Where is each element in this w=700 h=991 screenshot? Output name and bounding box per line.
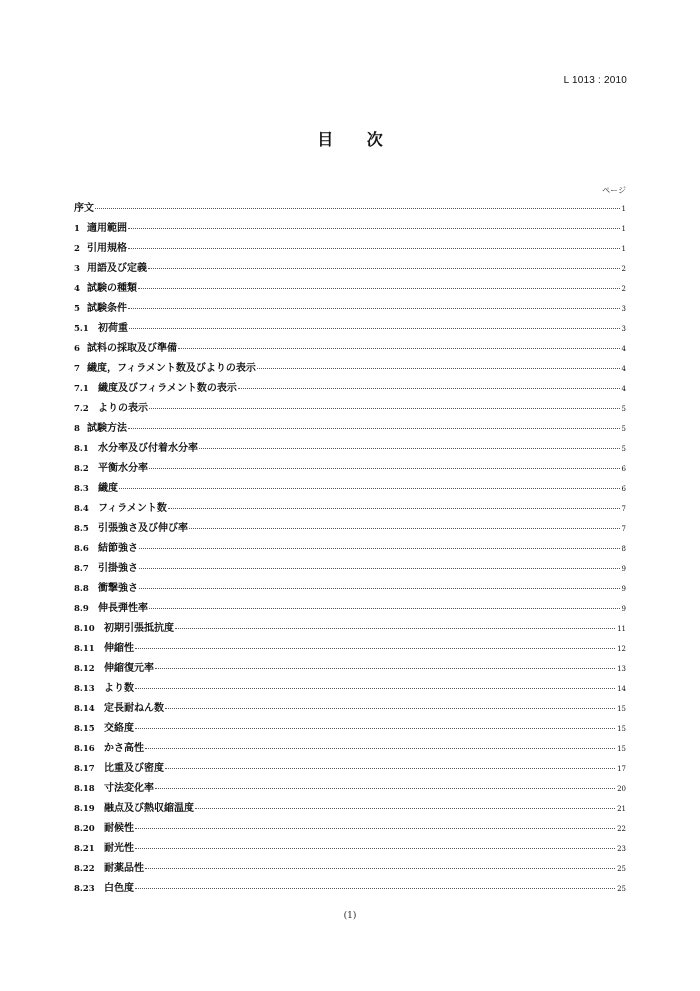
dot-leader	[238, 388, 620, 389]
toc-entry-number: 5.1	[74, 324, 89, 334]
toc-entry-number: 8.9	[74, 604, 89, 614]
dot-leader	[128, 228, 620, 229]
toc-entry-number: 8.7	[74, 564, 89, 574]
toc-entry-title: 用語及び定義	[87, 263, 147, 274]
document-id: L 1013 : 2010	[563, 75, 627, 86]
dot-leader	[168, 508, 620, 509]
toc-entry[interactable]	[74, 679, 626, 699]
toc-entry-page: 25	[617, 865, 626, 873]
toc-entry[interactable]	[74, 599, 626, 619]
toc-entry-title: 耐候性	[104, 823, 134, 834]
toc-entry-number: 8.15	[74, 724, 95, 734]
toc-entry-page: 4	[621, 365, 626, 373]
toc-entry-title: 試験条件	[87, 303, 127, 314]
toc-entry-number: 3	[74, 264, 80, 274]
toc-entry[interactable]	[74, 299, 626, 319]
toc-entry-page: 7	[621, 525, 626, 533]
dot-leader	[149, 408, 620, 409]
toc-entry[interactable]	[74, 499, 626, 519]
page-folio: (1)	[343, 911, 357, 921]
toc-entry-page: 15	[617, 725, 626, 733]
toc-entry[interactable]	[74, 379, 626, 399]
toc-entry-title: 伸縮復元率	[104, 663, 154, 674]
toc-entry-title: よりの表示	[98, 403, 148, 414]
toc-entry-page: 3	[621, 325, 626, 333]
toc-entry[interactable]	[74, 819, 626, 839]
toc-entry[interactable]	[74, 439, 626, 459]
toc-entry[interactable]	[74, 779, 626, 799]
toc-entry-page: 17	[617, 765, 626, 773]
toc-entry[interactable]	[74, 259, 626, 279]
toc-entry-number: 8.12	[74, 664, 95, 674]
toc-entry-number: 6	[74, 344, 80, 354]
toc-entry-title: 引張強さ及び伸び率	[98, 523, 188, 534]
toc-entry-title: かさ高性	[104, 743, 144, 754]
toc-entry-title: 耐光性	[104, 843, 134, 854]
toc-entry[interactable]	[74, 699, 626, 719]
toc-entry-number: 7.2	[74, 404, 89, 414]
toc-entry-title: 引掛強さ	[98, 563, 138, 574]
toc-entry[interactable]	[74, 279, 626, 299]
toc-entry-number: 8.14	[74, 704, 95, 714]
toc-entry-page: 1	[621, 225, 626, 233]
toc-entry-page: 5	[621, 405, 626, 413]
dot-leader	[135, 728, 615, 729]
toc-entry-page: 15	[617, 745, 626, 753]
toc-entry-title: 試験の種類	[87, 283, 137, 294]
toc-entry-page: 5	[621, 425, 626, 433]
dot-leader	[135, 848, 615, 849]
toc-entry-title: 初期引張抵抗度	[104, 623, 174, 634]
toc-entry[interactable]	[74, 219, 626, 239]
dot-leader	[145, 868, 615, 869]
toc-entry-number: 8.16	[74, 744, 95, 754]
dot-leader	[155, 668, 615, 669]
toc-entry-title: 試験方法	[87, 423, 127, 434]
toc-entry[interactable]	[74, 539, 626, 559]
toc-entry-title: 耐薬品性	[104, 863, 144, 874]
toc-entry[interactable]	[74, 619, 626, 639]
toc-entry-page: 12	[617, 645, 626, 653]
dot-leader	[139, 568, 620, 569]
dot-leader	[178, 348, 620, 349]
toc-entry-number: 2	[74, 244, 80, 254]
toc-entry-number: 8.20	[74, 824, 95, 834]
toc-entry-page: 22	[617, 825, 626, 833]
dot-leader	[138, 288, 620, 289]
toc-entry-number: 8.8	[74, 584, 89, 594]
toc-entry[interactable]	[74, 399, 626, 419]
toc-entry-page: 23	[617, 845, 626, 853]
toc-entry-page: 8	[621, 545, 626, 553]
toc-entry-number: 8.11	[74, 644, 95, 654]
toc-entry-page: 13	[617, 665, 626, 673]
dot-leader	[149, 608, 620, 609]
toc-entry-number: 8.13	[74, 684, 95, 694]
toc-entry-page: 9	[621, 565, 626, 573]
toc-entry-page: 2	[621, 265, 626, 273]
toc-entry[interactable]	[74, 339, 626, 359]
toc-entry[interactable]	[74, 859, 626, 879]
toc-entry[interactable]	[74, 739, 626, 759]
dot-leader	[175, 628, 615, 629]
toc-entry-title: 寸法変化率	[104, 783, 154, 794]
toc-entry[interactable]	[74, 239, 626, 259]
dot-leader	[129, 328, 620, 329]
dot-leader	[139, 588, 620, 589]
dot-leader	[135, 648, 615, 649]
dot-leader	[135, 888, 615, 889]
dot-leader	[199, 448, 620, 449]
toc-entry-number: 8.18	[74, 784, 95, 794]
toc-entry-title: 繊度，フィラメント数及びよりの表示	[87, 363, 256, 374]
toc-entry-title: 融点及び熱収縮温度	[104, 803, 194, 814]
toc-entry-title: 適用範囲	[87, 223, 127, 234]
toc-entry-title: 繊度及びフィラメント数の表示	[98, 383, 237, 394]
toc-entry[interactable]	[74, 579, 626, 599]
toc-entry[interactable]	[74, 479, 626, 499]
toc-entry-title: 結節強さ	[98, 543, 138, 554]
dot-leader	[128, 428, 620, 429]
toc-entry-number: 8.1	[74, 444, 89, 454]
toc-entry-page: 1	[621, 205, 626, 213]
dot-leader	[195, 808, 615, 809]
toc-entry[interactable]	[74, 879, 626, 899]
toc-entry-page: 3	[621, 305, 626, 313]
toc-entry[interactable]	[74, 839, 626, 859]
toc-entry-page: 21	[617, 805, 626, 813]
toc-entry-number: 8.22	[74, 864, 95, 874]
dot-leader	[165, 708, 615, 709]
toc-entry-number: 8.6	[74, 544, 89, 554]
dot-leader	[257, 368, 620, 369]
page-column-label: ページ	[602, 186, 626, 195]
toc-entry-number: 8.4	[74, 504, 89, 514]
dot-leader	[119, 488, 620, 489]
dot-leader	[95, 208, 620, 209]
dot-leader	[128, 308, 620, 309]
toc-entry[interactable]	[74, 799, 626, 819]
dot-leader	[139, 548, 620, 549]
toc-entry-title: 伸長弾性率	[98, 603, 148, 614]
dot-leader	[189, 528, 620, 529]
toc-entry[interactable]	[74, 199, 626, 219]
toc-entry-page: 9	[621, 605, 626, 613]
toc-entry-number: 7.1	[74, 384, 89, 394]
toc-entry[interactable]	[74, 319, 626, 339]
toc-entry-title: 平衡水分率	[98, 463, 148, 474]
toc-entry-title: 比重及び密度	[104, 763, 164, 774]
toc-entry-number: 8	[74, 424, 80, 434]
toc-entry-title: 交絡度	[104, 723, 134, 734]
toc-entry-number: 8.2	[74, 464, 89, 474]
toc-entry-title: 引用規格	[87, 243, 127, 254]
toc-entry-page: 2	[621, 285, 626, 293]
toc-entry-title: 伸縮性	[104, 643, 134, 654]
toc-entry-number: 4	[74, 284, 80, 294]
dot-leader	[135, 688, 615, 689]
toc-entry-title: 衝撃強さ	[98, 583, 138, 594]
toc-entry-page: 6	[621, 465, 626, 473]
toc-entry-number: 8.17	[74, 764, 95, 774]
table-of-contents	[74, 199, 626, 899]
toc-entry-title: 水分率及び付着水分率	[98, 443, 198, 454]
toc-entry[interactable]	[74, 759, 626, 779]
toc-entry-page: 25	[617, 885, 626, 893]
toc-entry-number: 8.3	[74, 484, 89, 494]
toc-entry-number: 7	[74, 364, 80, 374]
toc-entry[interactable]	[74, 719, 626, 739]
toc-entry-page: 15	[617, 705, 626, 713]
dot-leader	[155, 788, 615, 789]
toc-entry-number: 1	[74, 224, 80, 234]
toc-entry[interactable]	[74, 639, 626, 659]
page-title: 目 次	[317, 130, 397, 149]
toc-entry-number: 5	[74, 304, 80, 314]
dot-leader	[165, 768, 615, 769]
toc-entry-title: 白色度	[104, 883, 134, 894]
toc-entry-page: 4	[621, 345, 626, 353]
toc-entry-page: 6	[621, 485, 626, 493]
toc-entry-page: 20	[617, 785, 626, 793]
dot-leader	[149, 468, 620, 469]
dot-leader	[148, 268, 620, 269]
dot-leader	[135, 828, 615, 829]
toc-entry-page: 9	[621, 585, 626, 593]
toc-entry-page: 1	[621, 245, 626, 253]
toc-entry-title: 繊度	[98, 483, 118, 494]
toc-entry-number: 8.5	[74, 524, 89, 534]
toc-entry-page: 5	[621, 445, 626, 453]
dot-leader	[128, 248, 620, 249]
toc-entry-number: 8.19	[74, 804, 95, 814]
toc-entry-title: フィラメント数	[98, 503, 167, 514]
toc-entry[interactable]	[74, 359, 626, 379]
toc-entry[interactable]	[74, 659, 626, 679]
dot-leader	[145, 748, 615, 749]
toc-entry-title: 試料の採取及び準備	[87, 343, 177, 354]
toc-entry-title: より数	[104, 683, 134, 694]
toc-entry-number: 8.23	[74, 884, 95, 894]
toc-entry-page: 11	[617, 625, 626, 633]
toc-entry[interactable]	[74, 459, 626, 479]
toc-entry[interactable]	[74, 519, 626, 539]
toc-entry-title: 初荷重	[98, 323, 128, 334]
toc-entry-page: 14	[617, 685, 626, 693]
toc-entry[interactable]	[74, 559, 626, 579]
toc-entry-page: 4	[621, 385, 626, 393]
toc-entry[interactable]	[74, 419, 626, 439]
toc-entry-title: 定長耐ねん数	[104, 703, 164, 714]
toc-entry-number: 8.21	[74, 844, 95, 854]
toc-entry-title: 序文	[74, 203, 94, 214]
toc-entry-number: 8.10	[74, 624, 95, 634]
toc-entry-page: 7	[621, 505, 626, 513]
